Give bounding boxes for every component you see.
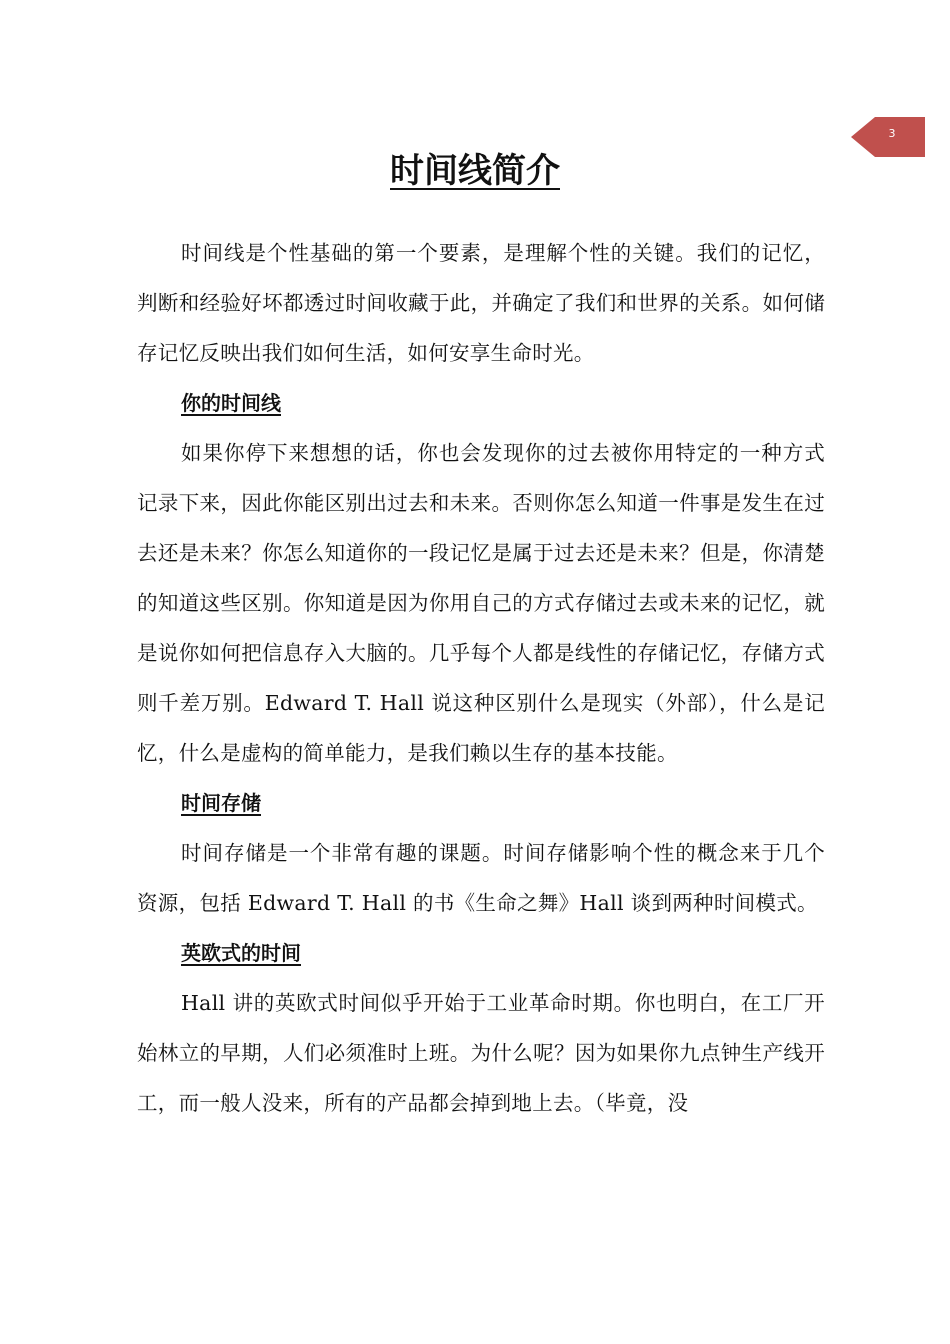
- page-number: 3: [888, 127, 896, 140]
- section-heading-anglo-european-time: [137, 928, 825, 978]
- anglo-european-time-paragraph: Hall 讲的英欧式时间似乎开始于工业革命时期。你也明白，在工厂开始林立的早期，人们必须准时上班。为什么呢？因为如果你九点钟生产线开工，而一般人没来，所有的产品都会掉到地上去。（毕竟，没: [137, 991, 825, 1115]
- section-heading-your-timeline: [137, 378, 825, 428]
- document-body: [137, 228, 825, 1128]
- time-storage-paragraph: 时间存储是一个非常有趣的课题。时间存储影响个性的概念来于几个资源，包括 Edward T. Hall 的书《生命之舞》Hall 谈到两种时间模式。: [137, 841, 825, 915]
- intro-paragraph: 时间线是个性基础的第一个要素，是理解个性的关键。我们的记忆，判断和经验好坏都透过时间收藏于此，并确定了我们和世界的关系。如何储存记忆反映出我们如何生活，如何安享生命时光。: [137, 241, 825, 365]
- document-title-text: 时间线简介: [390, 151, 560, 191]
- your-timeline-paragraph: 如果你停下来想想的话，你也会发现你的过去被你用特定的一种方式记录下来，因此你能区别出过去和未来。否则你怎么知道一件事是发生在过去还是未来？你怎么知道你的一段记忆是属于过去还是未来？但是，你清楚的知道这些区别。你知道是因为你用自己的方式存储过去或未来的记忆，就是说你如何把信息存入大脑的。几乎每个人都是线性的存储记忆，存储方式则千差万别。Edward T. Hall 说这种区别什么是现实（外部），什么是记忆，什么是虚构的简单能力，是我们赖以生存的基本技能。: [137, 441, 825, 765]
- section-heading-time-storage: [137, 778, 825, 828]
- section-heading-text: 你的时间线: [181, 391, 281, 415]
- section-heading-text: 时间存储: [181, 791, 261, 815]
- section-heading-text: 英欧式的时间: [181, 941, 301, 965]
- document-title: [0, 148, 950, 194]
